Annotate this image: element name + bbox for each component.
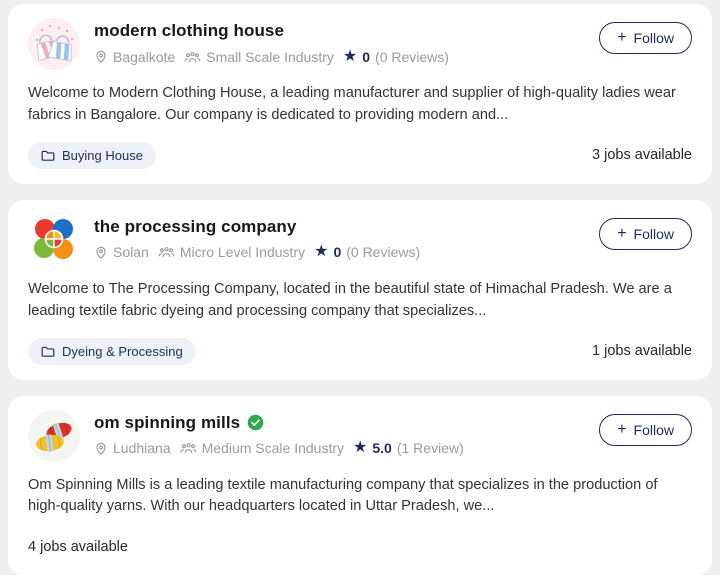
follow-label: Follow — [633, 421, 674, 438]
plus-icon: + — [617, 224, 627, 242]
company-logo-shopping-bags — [28, 18, 80, 70]
company-logo-clover — [28, 214, 80, 266]
jobs-label: jobs available — [600, 147, 692, 164]
category-tag-label: Dyeing & Processing — [62, 343, 183, 359]
company-card — [8, 200, 712, 380]
company-card — [8, 396, 712, 575]
rating — [353, 440, 464, 456]
star-icon: ★ — [342, 47, 358, 65]
location-pin-icon — [94, 245, 108, 260]
rating — [314, 244, 420, 260]
follow-button[interactable] — [599, 22, 692, 54]
star-icon: ★ — [353, 439, 368, 457]
location-pin-icon — [94, 49, 108, 64]
plus-icon: + — [617, 29, 627, 46]
jobs-available — [28, 539, 128, 555]
reviews-count: (0 Reviews) — [375, 48, 449, 65]
people-group-icon — [158, 245, 175, 259]
industry-text: Micro Level Industry — [179, 244, 306, 261]
location-pin-icon — [94, 441, 108, 456]
card-header-main — [94, 18, 585, 65]
category-tag-label: Buying House — [62, 147, 143, 163]
card-header — [28, 410, 692, 462]
follow-label: Follow — [633, 30, 674, 46]
jobs-count: 1 — [592, 343, 601, 360]
company-meta-row — [94, 440, 585, 456]
location-meta — [94, 49, 175, 65]
card-header-main — [94, 410, 585, 457]
company-meta-row — [94, 49, 585, 65]
industry-text: Medium Scale Industry — [201, 440, 345, 457]
industry-text: Small Scale Industry — [206, 48, 334, 65]
plus-icon: + — [617, 420, 627, 438]
rating-value: 0 — [362, 48, 371, 65]
people-group-icon — [180, 441, 197, 455]
jobs-count: 3 — [592, 147, 601, 164]
rating-value: 5.0 — [372, 440, 392, 457]
follow-button[interactable] — [599, 414, 692, 446]
company-name-link[interactable]: modern clothing house — [94, 21, 285, 40]
company-card — [8, 4, 712, 184]
card-footer — [28, 337, 692, 366]
reviews-count: (0 Reviews) — [346, 244, 421, 261]
verified-badge-icon — [247, 414, 264, 431]
follow-label: Follow — [633, 225, 674, 242]
rating-value: 0 — [333, 244, 342, 261]
industry-meta — [180, 440, 344, 456]
card-footer — [28, 141, 692, 170]
card-header-main — [94, 214, 585, 261]
company-meta-row — [94, 244, 585, 260]
company-description: Om Spinning Mills is a leading textile manufacturing company that specializes in the production of high-quality yarns. With our headquarters located in Uttar Pradesh, we... — [28, 476, 658, 515]
people-group-icon — [184, 50, 201, 64]
category-tag — [28, 142, 156, 169]
category-tag — [28, 338, 196, 365]
location-meta — [94, 244, 149, 260]
location-text: Ludhiana — [113, 440, 171, 457]
company-logo-yarn — [28, 410, 80, 462]
reviews-count: (1 Review) — [396, 440, 464, 457]
jobs-available — [592, 147, 692, 163]
follow-button[interactable] — [599, 218, 692, 250]
industry-meta — [158, 244, 305, 260]
jobs-label: jobs available — [36, 538, 128, 555]
company-name-link[interactable]: om spinning mills — [94, 412, 241, 432]
rating — [343, 49, 449, 65]
location-text: Solan — [113, 244, 149, 261]
company-description: Welcome to The Processing Company, located in the beautiful state of Himachal Pradesh. We are a leading textile fabric dyeing and processing company that specializes... — [28, 280, 672, 319]
location-meta — [94, 440, 171, 456]
jobs-available — [592, 343, 692, 359]
folder-icon — [41, 345, 55, 358]
card-header — [28, 18, 692, 70]
company-name-link[interactable]: the processing company — [94, 216, 297, 236]
star-icon: ★ — [314, 243, 329, 261]
card-header — [28, 214, 692, 266]
jobs-count: 4 — [28, 538, 37, 555]
jobs-label: jobs available — [600, 343, 692, 360]
folder-icon — [41, 149, 55, 162]
location-text: Bagalkote — [113, 48, 176, 65]
card-footer — [28, 532, 692, 561]
industry-meta — [184, 49, 334, 65]
company-description: Welcome to Modern Clothing House, a leading manufacturer and supplier of high-quality ladies wear fabrics in Bangalore. Our company is dedicated to providing modern and... — [28, 85, 676, 123]
